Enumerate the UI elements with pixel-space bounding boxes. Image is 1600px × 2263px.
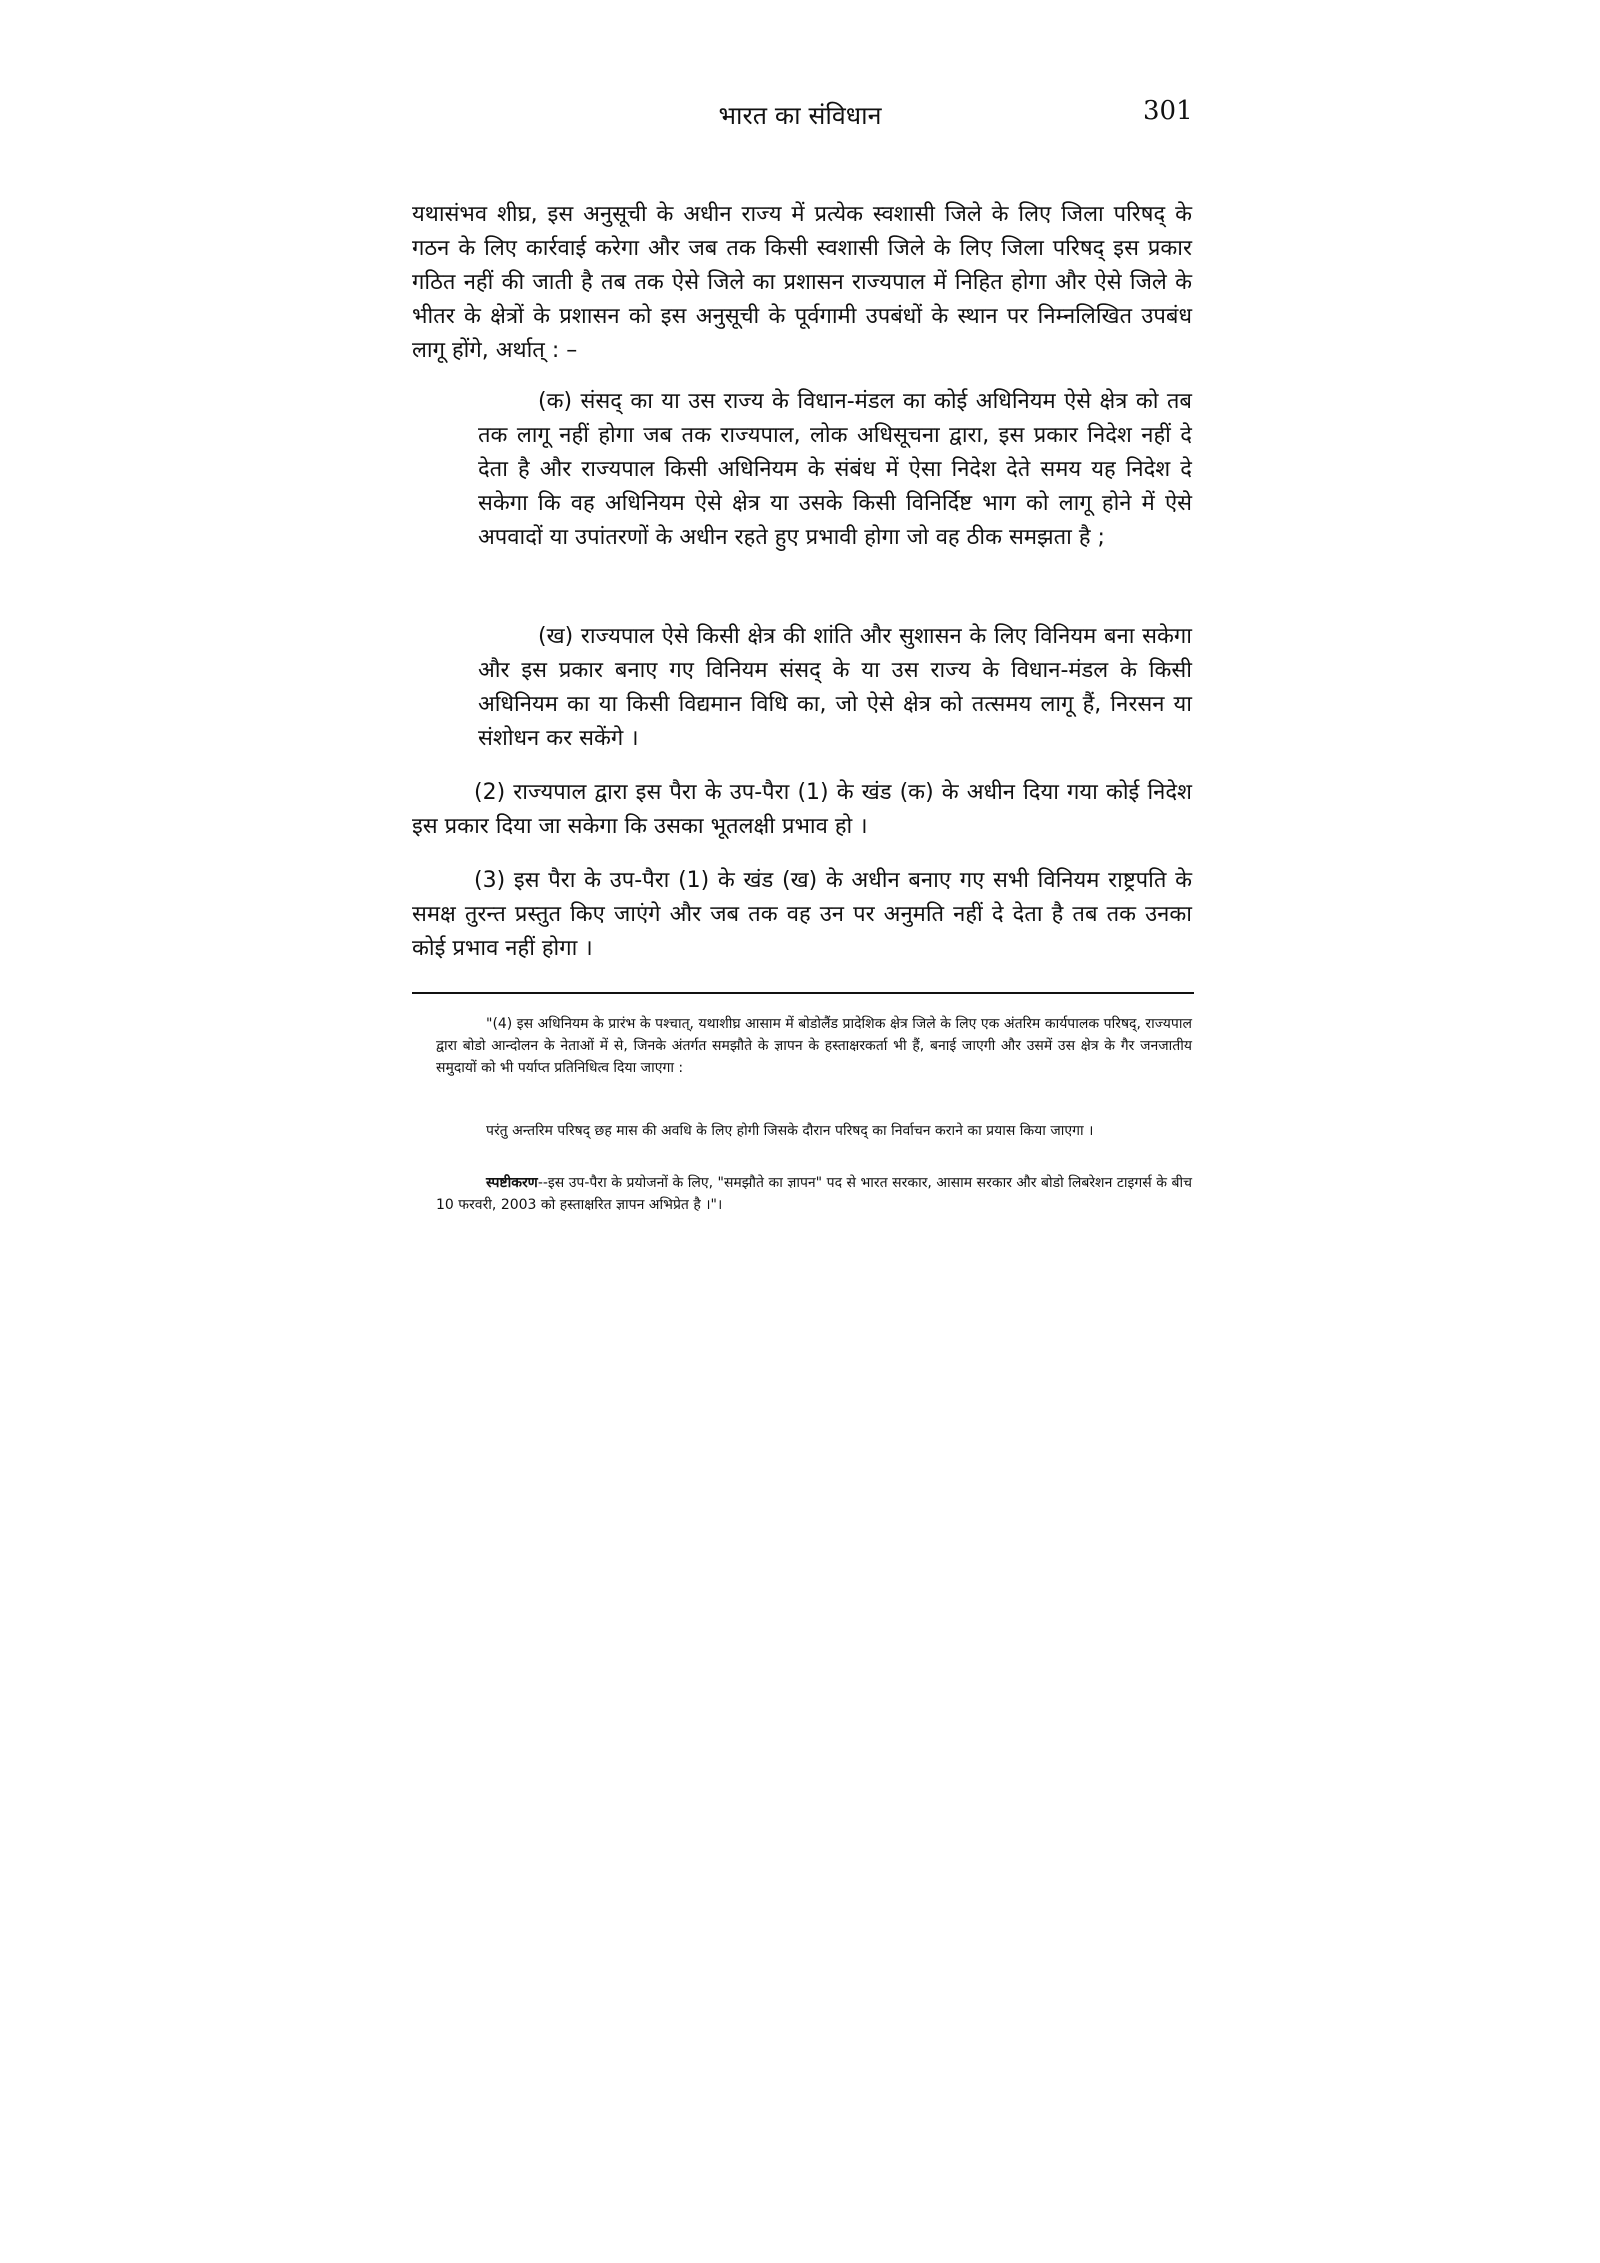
footnote-divider [412,992,1194,994]
page-number: 301 [1143,96,1193,126]
footnote-paragraph-3 [436,1172,1192,1216]
para-3: (3) इस पैरा के उप-पैरा (1) के खंड (ख) के अधीन बनाए गए सभी विनियम राष्ट्रपति के समक्ष तुरन्त प्रस्तुत किए जाएंगे और जब तक वह उन पर अनुमति नहीं दे देता है तब तक उनका कोई प्रभाव नहीं होगा । [412,868,1192,961]
clause-kha-paragraph: (ख) राज्यपाल ऐसे किसी क्षेत्र की शांति और सुशासन के लिए विनियम बना सकेगा और इस प्रकार बनाए गए विनियम संसद् के या उस राज्य के विधान-मंडल के किसी अधिनियम का या किसी विद्यमान विधि का, जो ऐसे क्षेत्र को तत्समय लागू हैं, निरसन या संशोधन कर सकेंगे । [478,624,1192,751]
clause-ka-paragraph: (क) संसद् का या उस राज्य के विधान-मंडल का कोई अधिनियम ऐसे क्षेत्र को तब तक लागू नहीं होगा जब तक राज्यपाल, लोक अधिसूचना द्वारा, इस प्रकार निदेश नहीं दे देता है और राज्यपाल किसी अधिनियम के संबंध में ऐसा निदेश देते समय यह निदेश दे सकेगा कि वह अधिनियम ऐसे क्षेत्र या उसके किसी विनिर्दिष्ट भाग को लागू होने में ऐसे अपवादों या उपांतरणों के अधीन रहते हुए प्रभावी होगा जो वह ठीक समझता है ; [478,389,1192,550]
footnote-explanation-text: --इस उप-पैरा के प्रयोजनों के लिए, "समझौते का ज्ञापन" पद से भारत सरकार, आसाम सरकार और बोडो लिबरेशन टाइगर्स के बीच 10 फरवरी, 2003 को हस्ताक्षरित ज्ञापन अभिप्रेत है ।"। [436,1175,1192,1213]
footnote-explanation-label: स्पष्टीकरण [486,1175,538,1191]
footnote-paragraph-1: "(4) इस अधिनियम के प्रारंभ के पश्चात्, यथाशीघ्र आसाम में बोडोलैंड प्रादेशिक क्षेत्र जिले के लिए एक अंतरिम कार्यपालक परिषद्, राज्यपाल द्वारा बोडो आन्दोलन के नेताओं में से, जिनके अंतर्गत समझौते के ज्ञापन के हस्ताक्षरकर्ता भी हैं, बनाई जाएगी और उसमें उस क्षेत्र के गैर जनजातीय समुदायों को भी पर्याप्त प्रतिनिधित्व दिया जाएगा : [436,1016,1192,1076]
page-header-title: भारत का संविधान [718,101,882,130]
para-2: (2) राज्यपाल द्वारा इस पैरा के उप-पैरा (1) के खंड (क) के अधीन दिया गया कोई निदेश इस प्रकार दिया जा सकेगा कि उसका भूतलक्षी प्रभाव हो । [412,780,1192,839]
intro-paragraph: यथासंभव शीघ्र, इस अनुसूची के अधीन राज्य में प्रत्येक स्वशासी जिले के लिए जिला परिषद् के गठन के लिए कार्रवाई करेगा और जब तक किसी स्वशासी जिले के लिए जिला परिषद् इस प्रकार गठित नहीं की जाती है तब तक ऐसे जिले का प्रशासन राज्यपाल में निहित होगा और ऐसे जिले के भीतर के क्षेत्रों के प्रशासन को इस अनुसूची के पूर्वगामी उपबंधों के स्थान पर निम्नलिखित उपबंध लागू होंगे, अर्थात् : – [412,202,1192,363]
footnote-paragraph-2: परंतु अन्तरिम परिषद् छह मास की अवधि के लिए होगी जिसके दौरान परिषद् का निर्वाचन कराने का प्रयास किया जाएगा । [486,1123,1094,1139]
